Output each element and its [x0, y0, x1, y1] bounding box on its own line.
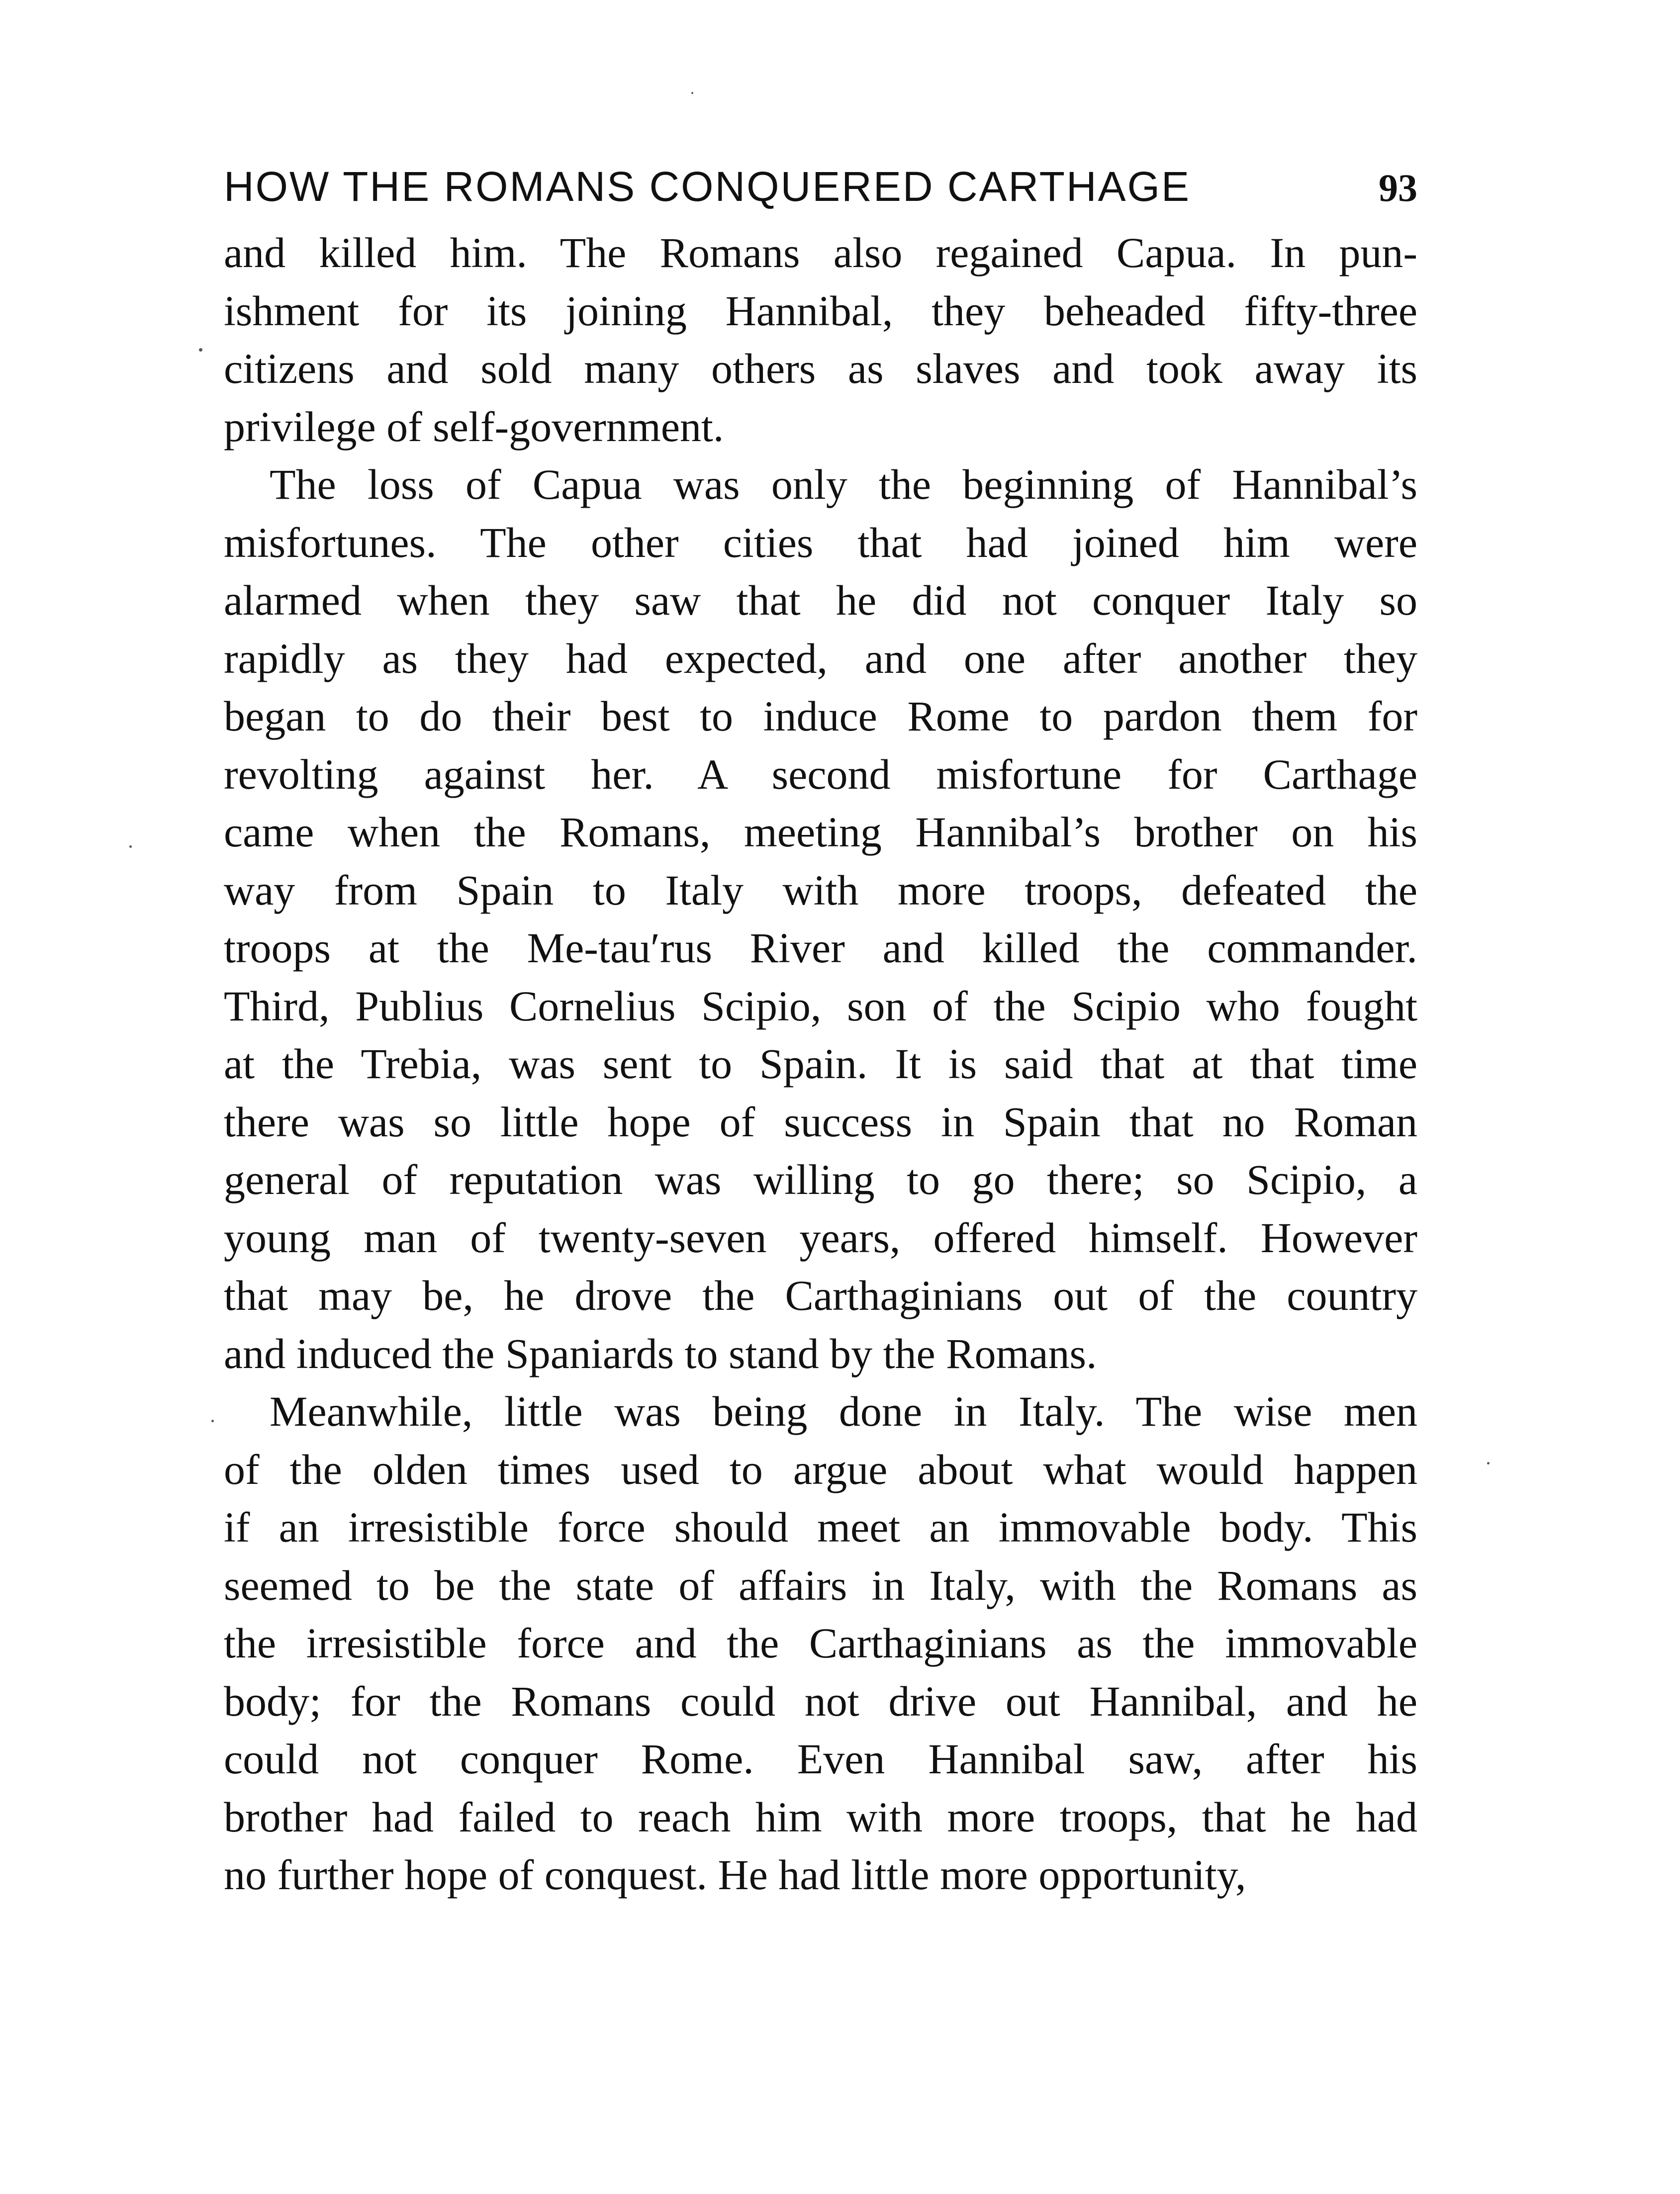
text-line: Meanwhile, little was being done in Italy. The wise men [270, 1387, 1417, 1435]
text-line: no further hope of conquest. He had little more opportunity, [224, 1851, 1246, 1899]
text-line: could not conquer Rome. Even Hannibal saw, after his [224, 1735, 1417, 1783]
text-line: Third, Publius Cornelius Scipio, son of the Scipio who fought [224, 982, 1417, 1030]
text-line: The loss of Capua was only the beginning of Hannibal’s [270, 460, 1417, 508]
book-page [224, 149, 1417, 1904]
text-line: troops at the Me-tau′rus River and killed the commander. [224, 924, 1417, 972]
text-line: alarmed when they saw that he did not conquer Italy so [224, 576, 1417, 624]
text-line: there was so little hope of success in Spain that no Roman [224, 1097, 1417, 1146]
text-line: general of reputation was willing to go there; so Scipio, a [224, 1156, 1417, 1203]
text-line: began to do their best to induce Rome to pardon them for [224, 692, 1417, 740]
body-text [224, 224, 1417, 1904]
text-line: and killed him. The Romans also regained Capua. In pun- [224, 229, 1417, 276]
paragraph-2 [224, 456, 1417, 1382]
text-line: rapidly as they had expected, and one after another they [224, 634, 1417, 682]
text-line: that may be, he drove the Carthaginians out of the country [224, 1272, 1417, 1319]
text-line: ishment for its joining Hannibal, they beheaded fifty-three [224, 286, 1417, 335]
scan-speck [691, 92, 693, 94]
text-line: way from Spain to Italy with more troops, defeated the [224, 866, 1417, 914]
paragraph-1 [224, 224, 1417, 456]
text-line: revolting against her. A second misfortune for Carthage [224, 750, 1417, 798]
text-line: privilege of self-government. [224, 402, 724, 451]
text-line: citizens and sold many others as slaves and took away its [224, 345, 1417, 392]
text-line: at the Trebia, was sent to Spain. It is said that at that time [224, 1040, 1417, 1088]
text-line: seemed to be the state of affairs in Italy, with the Romans as [224, 1561, 1417, 1609]
text-line: came when the Romans, meeting Hannibal’s brother on his [224, 808, 1417, 856]
text-line: the irresistible force and the Carthaginians as the immovable [224, 1619, 1417, 1667]
text-line: brother had failed to reach him with more troops, that he had [224, 1793, 1417, 1841]
scan-speck [211, 1420, 214, 1422]
page-number: 93 [1379, 166, 1417, 209]
text-line: if an irresistible force should meet an immovable body. This [224, 1503, 1417, 1551]
running-title: HOW THE ROMANS CONQUERED CARTHAGE [224, 163, 1191, 210]
scan-speck [1487, 1462, 1490, 1464]
running-header [224, 149, 1417, 224]
text-line: and induced the Spaniards to stand by the Romans. [224, 1329, 1097, 1377]
text-line: body; for the Romans could not drive out Hannibal, and he [224, 1677, 1417, 1725]
text-line: young man of twenty-seven years, offered himself. However [224, 1213, 1417, 1262]
scan-speck [129, 845, 132, 848]
text-line: misfortunes. The other cities that had joined him were [224, 518, 1417, 566]
text-line: of the olden times used to argue about what would happen [224, 1445, 1417, 1493]
paragraph-3 [224, 1382, 1417, 1904]
scan-speck [199, 348, 202, 352]
